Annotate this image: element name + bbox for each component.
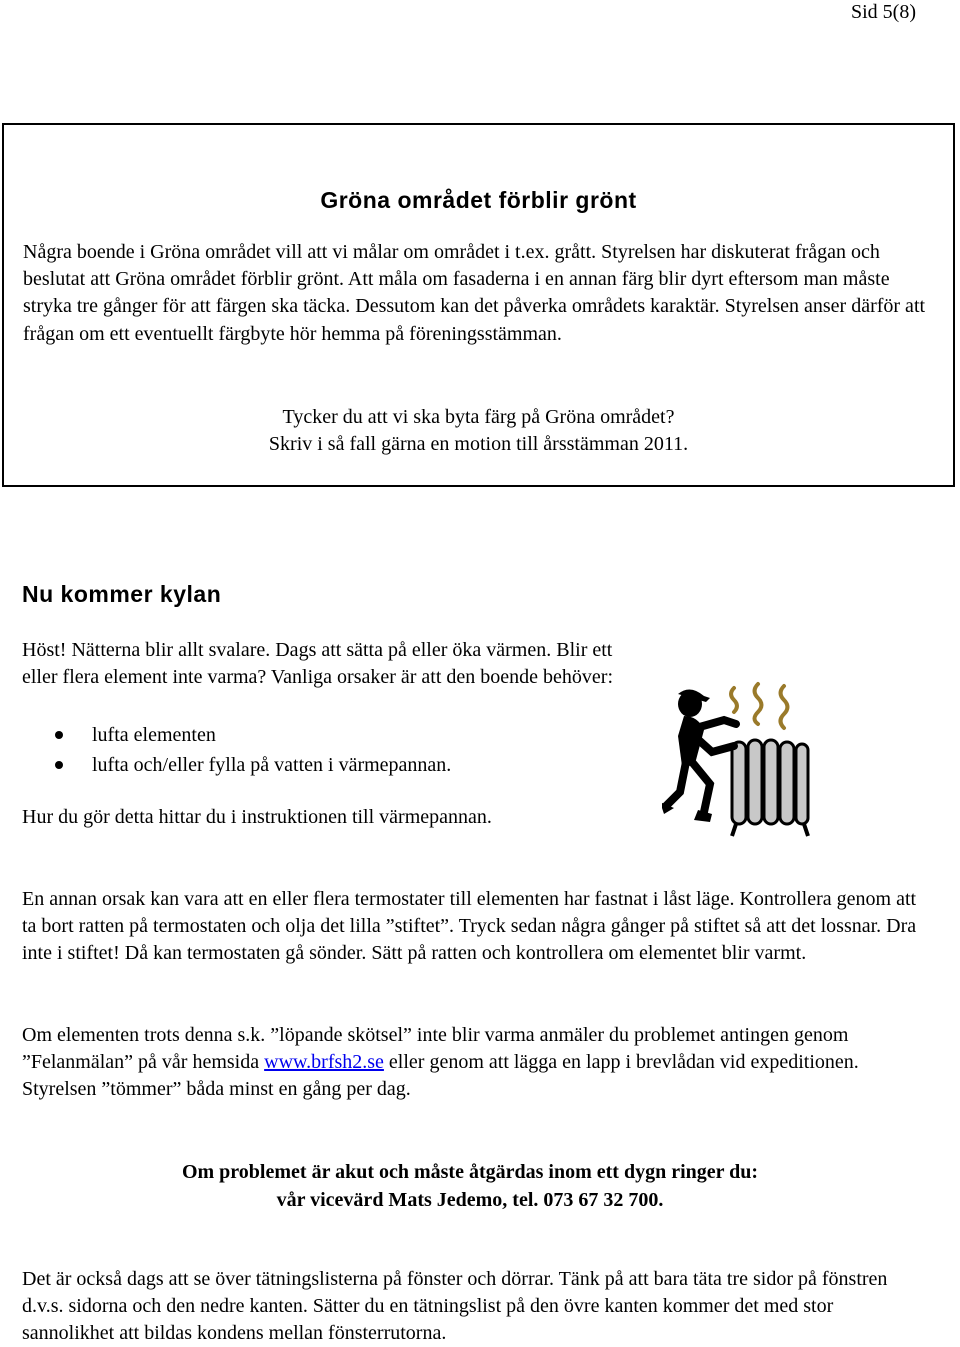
website-link[interactable]: www.brfsh2.se: [264, 1051, 384, 1073]
heating-bullet-list: [22, 720, 451, 780]
person-warming-at-radiator-icon: [662, 680, 822, 840]
notice-question-line-1: Tycker du att vi ska byta färg på Gröna området?: [282, 406, 675, 428]
notice-paragraph: Några boende i Gröna området vill att vi målar om området i t.ex. grått. Styrelsen har diskuterat frågan och beslutat att Gröna området förblir grönt. Att måla om fasaderna i en annan färg blir dyrt eftersom man måste stryka tre gånger för att färgen ska täcka. Dessutom kan det påverka områdets karaktär. Styrelsen anser därför att frågan om ett eventuellt färgbyte hör hemma på föreningsstämman.: [23, 241, 926, 345]
notice-box: [2, 123, 955, 487]
page-number: Sid 5(8): [851, 1, 916, 23]
thermostat-paragraph: En annan orsak kan vara att en eller flera termostater till elementen har fastnat i låst läge. Kontrollera genom att ta bort ratten på termostaten och olja det lilla ”stiftet”. Tryck sedan några gånger på stiftet så att det lossnar. Dra inte i stiftet! Då kan termostaten gå sönder. Sätt på ratten och kontrollera om elementet blir varmt.: [22, 888, 917, 964]
report-text-start: Om elementen trots denna s.k. ”löpande skötsel” inte blir varma anmäler du problemet antingen genom ”Felanmälan” på vår hemsida: [22, 1024, 849, 1073]
notice-question: [4, 404, 953, 458]
urgent-line-2: vår vicevärd Mats Jedemo, tel. 073 67 32 700.: [276, 1189, 664, 1211]
report-paragraph: [22, 1022, 922, 1103]
heating-intro: Höst! Nätterna blir allt svalare. Dags att sätta på eller öka värmen. Blir ett eller flera element inte varma? Vanliga orsaker är att den boende behöver:: [22, 639, 614, 688]
notice-question-line-2: Skriv i så fall gärna en motion till årsstämman 2011.: [268, 433, 689, 455]
sealing-paragraph: Det är också dags att se över tätningslisterna på fönster och dörrar. Tänk på att bara täta tre sidor på fönstren d.v.s. sidorna och den nedre kanten. Sätter du en tätningslist på den övre kanten kommer det med stor sannolikhet att bildas kondens mellan fönsterrutorna.: [22, 1268, 888, 1344]
urgent-line-1: Om problemet är akut och måste åtgärdas inom ett dygn ringer du:: [181, 1161, 759, 1183]
notice-title: Gröna området förblir grönt: [320, 187, 637, 213]
list-item: lufta elementen: [22, 720, 451, 750]
urgent-contact-notice: [0, 1158, 940, 1214]
heating-section-title: Nu kommer kylan: [22, 581, 222, 607]
list-item: lufta och/eller fylla på vatten i värmepannan.: [22, 750, 451, 780]
heating-instruction: Hur du gör detta hittar du i instruktionen till värmepannan.: [22, 806, 492, 828]
report-text-end: eller genom att lägga en lapp i brevlådan vid expeditionen. Styrelsen ”tömmer” båda minst en gång per dag.: [22, 1051, 859, 1100]
